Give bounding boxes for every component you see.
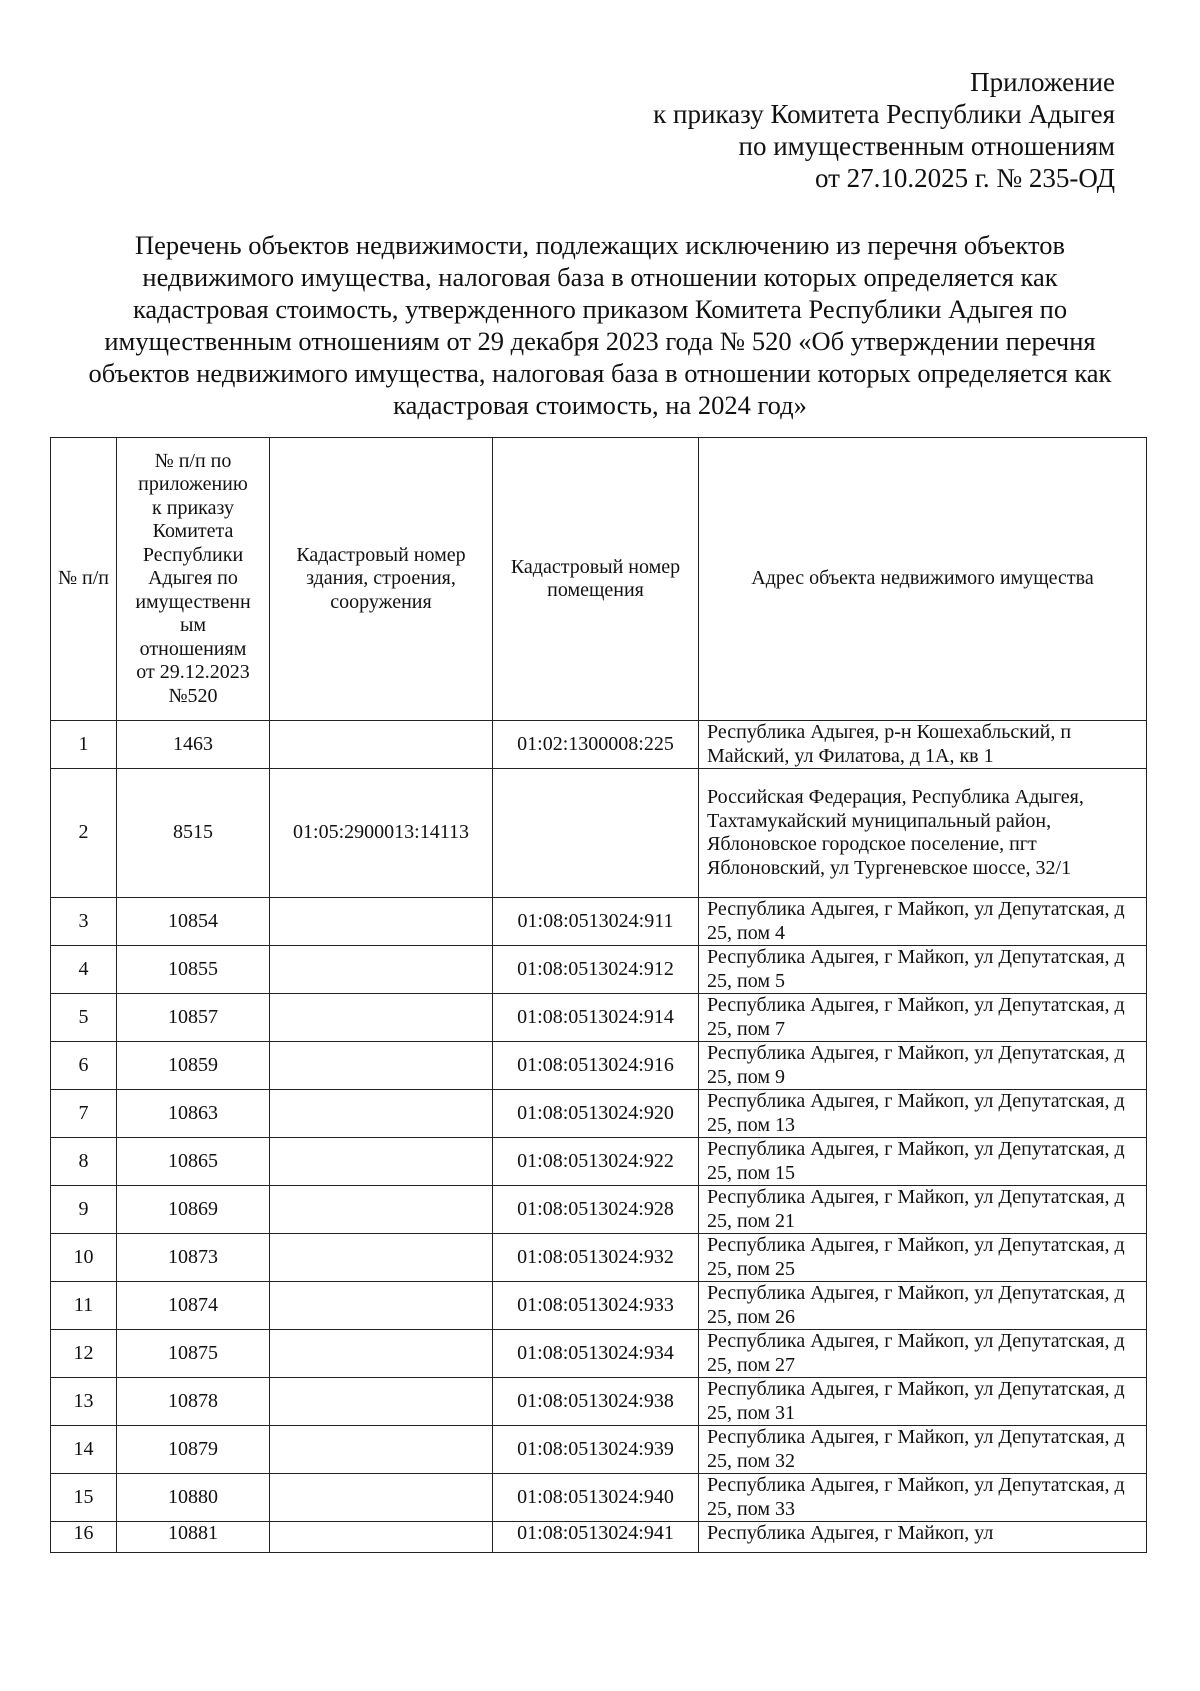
cell-building-cadastral [270,898,493,946]
cell-building-cadastral [270,1330,493,1378]
cell-appendix-num: 10863 [117,1090,270,1138]
cell-num: 8 [51,1138,117,1186]
document-title-line: Перечень объектов недвижимости, подлежащих исключению из перечня объектов [135,230,1065,260]
cell-num: 2 [51,769,117,898]
cell-room-cadastral: 01:08:0513024:914 [493,994,699,1042]
cell-room-cadastral: 01:02:1300008:225 [493,721,699,769]
header-appendix-num [117,438,270,721]
appendix-header-line: Приложение [970,67,1115,97]
cell-num: 13 [51,1378,117,1426]
cell-room-cadastral: 01:08:0513024:934 [493,1330,699,1378]
cell-room-cadastral: 01:08:0513024:940 [493,1474,699,1522]
cell-address: Республика Адыгея, г Майкоп, ул Депутатская, д 25, пом 33 [699,1474,1147,1522]
cell-address: Республика Адыгея, г Майкоп, ул Депутатская, д 25, пом 4 [699,898,1147,946]
cell-building-cadastral [270,1474,493,1522]
property-table [50,437,1147,1553]
cell-address: Республика Адыгея, г Майкоп, ул Депутатская, д 25, пом 31 [699,1378,1147,1426]
cell-building-cadastral [270,721,493,769]
cell-appendix-num: 10857 [117,994,270,1042]
cell-room-cadastral: 01:08:0513024:916 [493,1042,699,1090]
cell-appendix-num: 10859 [117,1042,270,1090]
table-row [51,1282,1147,1330]
cell-appendix-num: 10873 [117,1234,270,1282]
cell-room-cadastral: 01:08:0513024:932 [493,1234,699,1282]
cell-num: 16 [51,1522,117,1553]
appendix-header-line: от 27.10.2025 г. № 235-ОД [814,163,1115,193]
cell-building-cadastral [270,946,493,994]
cell-address: Республика Адыгея, г Майкоп, ул Депутатская, д 25, пом 25 [699,1234,1147,1282]
cell-appendix-num: 10880 [117,1474,270,1522]
cell-num: 7 [51,1090,117,1138]
header-appendix-num-line: №520 [168,684,218,707]
cell-room-cadastral: 01:08:0513024:938 [493,1378,699,1426]
cell-room-cadastral: 01:08:0513024:922 [493,1138,699,1186]
cell-building-cadastral: 01:05:2900013:14113 [270,769,493,898]
table-row [51,946,1147,994]
document-title-line: кадастровая стоимость, на 2024 год» [393,390,807,420]
cell-appendix-num: 10881 [117,1522,270,1553]
cell-num: 9 [51,1186,117,1234]
cell-num: 4 [51,946,117,994]
cell-building-cadastral [270,1090,493,1138]
table-row [51,1522,1147,1553]
cell-building-cadastral [270,1234,493,1282]
header-appendix-num-line: Республики [142,543,244,566]
cell-num: 5 [51,994,117,1042]
table-row [51,1234,1147,1282]
cell-appendix-num: 10855 [117,946,270,994]
table-row [51,1186,1147,1234]
table-row [51,1138,1147,1186]
cell-room-cadastral: 01:08:0513024:928 [493,1186,699,1234]
document-title-line: объектов недвижимого имущества, налоговая база в отношении которых определяется как [88,358,1112,388]
cell-room-cadastral: 01:08:0513024:911 [493,898,699,946]
cell-num: 1 [51,721,117,769]
cell-room-cadastral: 01:08:0513024:939 [493,1426,699,1474]
cell-num: 10 [51,1234,117,1282]
cell-address: Российская Федерация, Республика Адыгея, Тахтамукайский муниципальный район, Яблоновское городское поселение, пгт Яблоновский, ул Тургеневское шоссе, 32/1 [699,769,1147,898]
table-row [51,1330,1147,1378]
cell-address: Республика Адыгея, р-н Кошехабльский, п Майский, ул Филатова, д 1А, кв 1 [699,721,1147,769]
appendix-header-line: по имущественным отношениям [738,131,1115,161]
cell-building-cadastral [270,1282,493,1330]
table-row [51,1426,1147,1474]
cell-room-cadastral: 01:08:0513024:920 [493,1090,699,1138]
cell-appendix-num: 8515 [117,769,270,898]
table-row [51,721,1147,769]
cell-num: 15 [51,1474,117,1522]
table-row [51,898,1147,946]
cell-num: 12 [51,1330,117,1378]
cell-address: Республика Адыгея, г Майкоп, ул Депутатская, д 25, пом 32 [699,1426,1147,1474]
header-appendix-num-line: имущественн [135,590,251,613]
cell-num: 11 [51,1282,117,1330]
cell-address: Республика Адыгея, г Майкоп, ул Депутатская, д 25, пом 21 [699,1186,1147,1234]
cell-appendix-num: 10854 [117,898,270,946]
table-row [51,1090,1147,1138]
table-row [51,1378,1147,1426]
cell-address: Республика Адыгея, г Майкоп, ул Депутатская, д 25, пом 15 [699,1138,1147,1186]
cell-address: Республика Адыгея, г Майкоп, ул Депутатская, д 25, пом 5 [699,946,1147,994]
cell-building-cadastral [270,994,493,1042]
table-row [51,1474,1147,1522]
cell-num: 6 [51,1042,117,1090]
document-title-line: имущественным отношениям от 29 декабря 2023 года № 520 «Об утверждении перечня [104,326,1096,356]
header-building-cadastral: Кадастровый номер здания, строения, сооружения [270,438,493,721]
cell-appendix-num: 10869 [117,1186,270,1234]
cell-building-cadastral [270,1138,493,1186]
cell-appendix-num: 1463 [117,721,270,769]
header-address: Адрес объекта недвижимого имущества [699,438,1147,721]
cell-room-cadastral [493,769,699,898]
appendix-header [653,66,1115,194]
cell-address: Республика Адыгея, г Майкоп, ул Депутатская, д 25, пом 27 [699,1330,1147,1378]
cell-address: Республика Адыгея, г Майкоп, ул Депутатская, д 25, пом 13 [699,1090,1147,1138]
header-appendix-num-line: приложению [138,473,248,496]
header-room-cadastral: Кадастровый номер помещения [493,438,699,721]
document-title [30,229,1170,421]
table-row [51,994,1147,1042]
header-num: № п/п [51,438,117,721]
cell-appendix-num: 10865 [117,1138,270,1186]
cell-building-cadastral [270,1522,493,1553]
cell-num: 3 [51,898,117,946]
cell-appendix-num: 10879 [117,1426,270,1474]
header-appendix-num-line: от 29.12.2023 [136,661,250,684]
cell-num: 14 [51,1426,117,1474]
cell-building-cadastral [270,1378,493,1426]
cell-room-cadastral: 01:08:0513024:933 [493,1282,699,1330]
table-row [51,769,1147,898]
cell-appendix-num: 10874 [117,1282,270,1330]
cell-appendix-num: 10875 [117,1330,270,1378]
header-appendix-num-line: № п/п по [154,449,232,472]
header-appendix-num-line: Комитета [152,520,234,543]
document-title-line: кадастровая стоимость, утвержденного приказом Комитета Республики Адыгея по [132,294,1068,324]
appendix-header-line: к приказу Комитета Республики Адыгея [653,99,1115,129]
cell-building-cadastral [270,1042,493,1090]
table-row [51,1042,1147,1090]
header-appendix-num-line: отношениям [139,637,247,660]
header-appendix-num-line: Адыгея по [148,567,238,590]
cell-appendix-num: 10878 [117,1378,270,1426]
header-appendix-num-line: к приказу [152,496,234,519]
document-title-line: недвижимого имущества, налоговая база в отношении которых определяется как [142,262,1058,292]
cell-room-cadastral: 01:08:0513024:941 [493,1522,699,1553]
cell-address: Республика Адыгея, г Майкоп, ул [699,1522,1147,1553]
table-header-row [51,438,1147,721]
cell-address: Республика Адыгея, г Майкоп, ул Депутатская, д 25, пом 9 [699,1042,1147,1090]
cell-room-cadastral: 01:08:0513024:912 [493,946,699,994]
cell-building-cadastral [270,1426,493,1474]
cell-address: Республика Адыгея, г Майкоп, ул Депутатская, д 25, пом 7 [699,994,1147,1042]
header-appendix-num-line: ым [179,614,207,637]
cell-address: Республика Адыгея, г Майкоп, ул Депутатская, д 25, пом 26 [699,1282,1147,1330]
cell-building-cadastral [270,1186,493,1234]
